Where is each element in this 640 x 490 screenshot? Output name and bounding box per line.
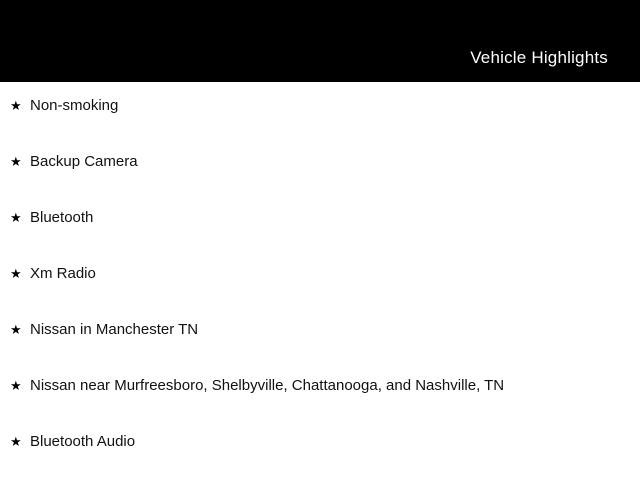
star-icon: ★ <box>10 434 22 449</box>
vehicle-highlights-list <box>0 82 640 490</box>
list-item <box>0 266 640 322</box>
list-item <box>0 98 640 154</box>
list-item-label: Bluetooth <box>30 209 94 226</box>
page-title: Vehicle Highlights <box>470 48 608 67</box>
list-item-label: Non-smoking <box>30 97 119 114</box>
list-item-label: Nissan near Murfreesboro, Shelbyville, Chattanooga, and Nashville, TN <box>30 377 505 394</box>
list-item-label: Bluetooth Audio <box>30 433 136 450</box>
list-item <box>0 322 640 378</box>
list-item-label: Backup Camera <box>30 153 138 170</box>
list-item <box>0 154 640 210</box>
star-icon: ★ <box>10 378 22 393</box>
list-item-label: Xm Radio <box>30 265 96 282</box>
star-icon: ★ <box>10 266 22 281</box>
star-icon: ★ <box>10 322 22 337</box>
header-bar <box>0 0 640 82</box>
star-icon: ★ <box>10 210 22 225</box>
list-item-label: Nissan in Manchester TN <box>30 321 199 338</box>
star-icon: ★ <box>10 154 22 169</box>
list-item <box>0 210 640 266</box>
star-icon: ★ <box>10 98 22 113</box>
list-item <box>0 378 640 434</box>
list-item <box>0 434 640 490</box>
